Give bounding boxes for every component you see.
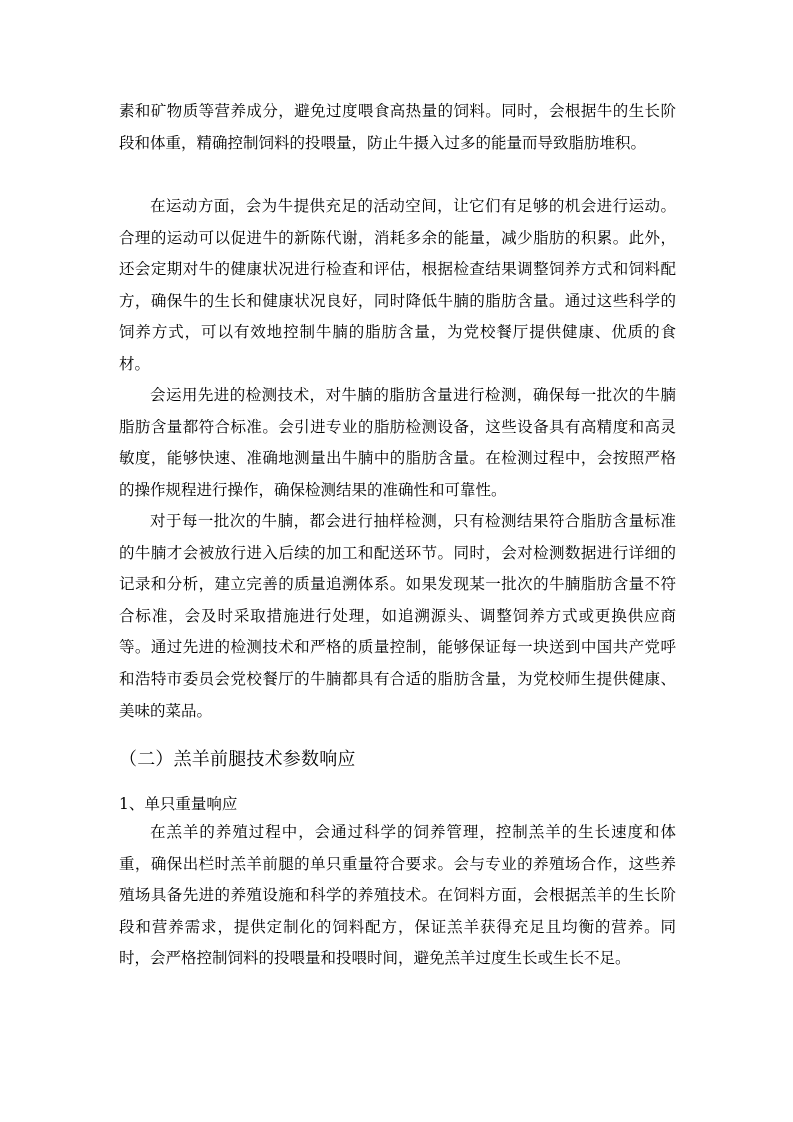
section-heading: （二）羔羊前腿技术参数响应 [119, 749, 356, 770]
paragraph-detection-technology: 会运用先进的检测技术，对牛腩的脂肪含量进行检测，确保每一批次的牛腩脂肪含量都符合标准。会引进专业的脂肪检测设备，这些设备具有高精度和高灵敏度，能够快速、准确地测量出牛腩中的脂肪含量。在检测过程中，会按照严格的操作规程进行操作，确保检测结果的准确性和可靠性。 [119, 386, 676, 499]
paragraph-lamb-weight: 在羔羊的养殖过程中，会通过科学的饲养管理，控制羔羊的生长速度和体重，确保出栏时羔羊前腿的单只重量符合要求。会与专业的养殖场合作，这些养殖场具备先进的养殖设施和科学的养殖技术。在饲料方面，会根据羔羊的生长阶段和营养需求，提供定制化的饲料配方，保证羔羊获得充足且均衡的营养。同时，会严格控制饲料的投喂量和投喂时间，避免羔羊过度生长或生长不足。 [119, 823, 676, 968]
paragraph-exercise-health: 在运动方面，会为牛提供充足的活动空间，让它们有足够的机会进行运动。合理的运动可以促进牛的新陈代谢，消耗多余的能量，减少脂肪的积累。此外，还会定期对牛的健康状况进行检查和评估，根据检查结果调整饲养方式和饲料配方，确保牛的生长和健康状况良好，同时降低牛腩的脂肪含量。通过这些科学的饲养方式，可以有效地控制牛腩的脂肪含量，为党校餐厅提供健康、优质的食材。 [119, 197, 676, 373]
subsection-heading: 1、单只重量响应 [119, 795, 238, 813]
paragraph-quality-control: 对于每一批次的牛腩，都会进行抽样检测，只有检测结果符合脂肪含量标准的牛腩才会被放行进入后续的加工和配送环节。同时，会对检测数据进行详细的记录和分析，建立完善的质量追溯体系。如果发现某一批次的牛腩脂肪含量不符合标准，会及时采取措施进行处理，如追溯源头、调整饲养方式或更换供应商等。通过先进的检测技术和严格的质量控制，能够保证每一块送到中国共产党呼和浩特市委员会党校餐厅的牛腩都具有合适的脂肪含量，为党校师生提供健康、美味的菜品。 [119, 512, 676, 720]
paragraph-feed-control: 素和矿物质等营养成分，避免过度喂食高热量的饲料。同时，会根据牛的生长阶段和体重，精确控制饲料的投喂量，防止牛摄入过多的能量而导致脂肪堆积。 [119, 102, 676, 152]
